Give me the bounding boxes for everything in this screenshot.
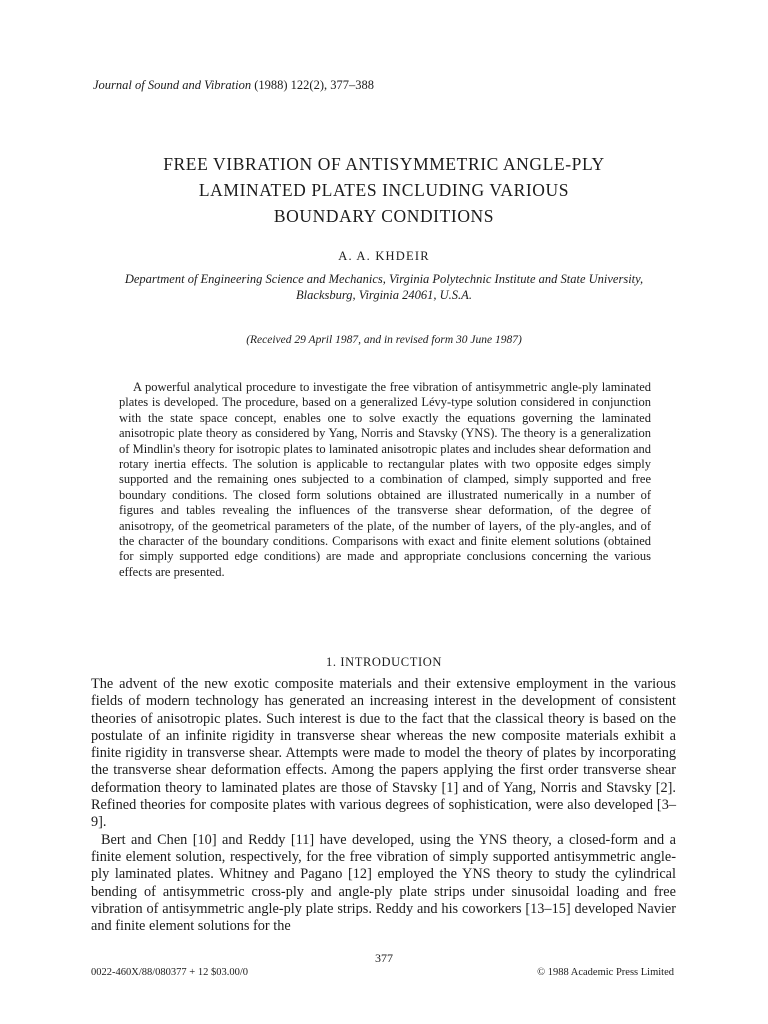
affiliation-line-1: Department of Engineering Science and Mechanics, Virginia Polytechnic Institute and State University, (124, 272, 644, 286)
title-line-2: LAMINATED PLATES INCLUDING VARIOUS (198, 180, 570, 200)
affiliation-line-2: Blacksburg, Virginia 24061, U.S.A. (296, 288, 472, 302)
journal-details: (1988) 122(2), 377–388 (254, 78, 375, 92)
journal-name: Journal of Sound and Vibration (93, 78, 252, 92)
article-title (84, 151, 684, 229)
journal-citation (93, 78, 374, 93)
title-line-1: FREE VIBRATION OF ANTISYMMETRIC ANGLE-PLY (163, 154, 605, 174)
author-affiliation (84, 271, 684, 303)
body-text (91, 676, 676, 935)
page-number: 377 (375, 951, 393, 965)
author-name: A. A. KHDEIR (338, 249, 430, 263)
section-heading-introduction: 1. INTRODUCTION (326, 655, 442, 669)
abstract: A powerful analytical procedure to investigate the free vibration of antisymmetric angle-ply laminated plates is developed. The procedure, based on a generalized Lévy-type solution considered in conjunction with the state space concept, enables one to solve exactly the equations governing the laminated anisotropic plate theory as considered by Yang, Norris and Stavsky (YNS). The theory is a generalization of Mindlin's theory for isotropic plates to laminated anisotropic plates and includes shear deformation and rotary inertia effects. The solution is applicable to rectangular plates with two opposite edges simply supported and the remaining ones subjected to a combination of clamped, simply supported and free boundary conditions. The closed form solutions obtained are illustrated numerically in a number of figures and tables revealing the influences of the transverse shear deformation, of the degree of anisotropy, of the geometrical parameters of the plate, of the number of layers, of the ply-angles, and of the character of the boundary conditions. Comparisons with exact and finite element solutions (obtained for simply supported edge conditions) are made and appropriate conclusions concerning the various effects are presented. (119, 380, 651, 579)
copyright-notice: © 1988 Academic Press Limited (537, 967, 674, 978)
paragraph: Bert and Chen [10] and Reddy [11] have developed, using the YNS theory, a closed-form and a finite element solution, respectively, for the free vibration of simply supported antisymmetric angle-ply laminated plates. Whitney and Pagano [12] employed the YNS theory to study the cylindrical bending of antisymmetric cross-ply and angle-ply plate strips under sinusoidal loading and free vibration of antisymmetric angle-ply plate strips. Reddy and his coworkers [13–15] developed Navier and finite element solutions for the (91, 831, 676, 935)
title-line-3: BOUNDARY CONDITIONS (273, 206, 495, 226)
paragraph: The advent of the new exotic composite materials and their extensive employment in the various fields of modern technology has generated an increasing interest in the development of consistent theories of anisotropic plates. Such interest is due to the fact that the classical theory is based on the postulate of an infinite rigidity in transverse shear whereas the new composite materials exhibit a finite rigidity in transverse shear. Attempts were made to model the theory of plates by incorporating the transverse shear deformation effects. Among the papers applying the first order transverse shear deformation theory to laminated plates are those of Stavsky [1] and of Yang, Norris and Stavsky [2]. Refined theories for composite plates with various degrees of sophistication, were also developed [3–9]. (91, 676, 676, 831)
article-code: 0022-460X/88/080377 + 12 $03.00/0 (91, 967, 249, 978)
received-dates: (Received 29 April 1987, and in revised form 30 June 1987) (246, 334, 522, 346)
